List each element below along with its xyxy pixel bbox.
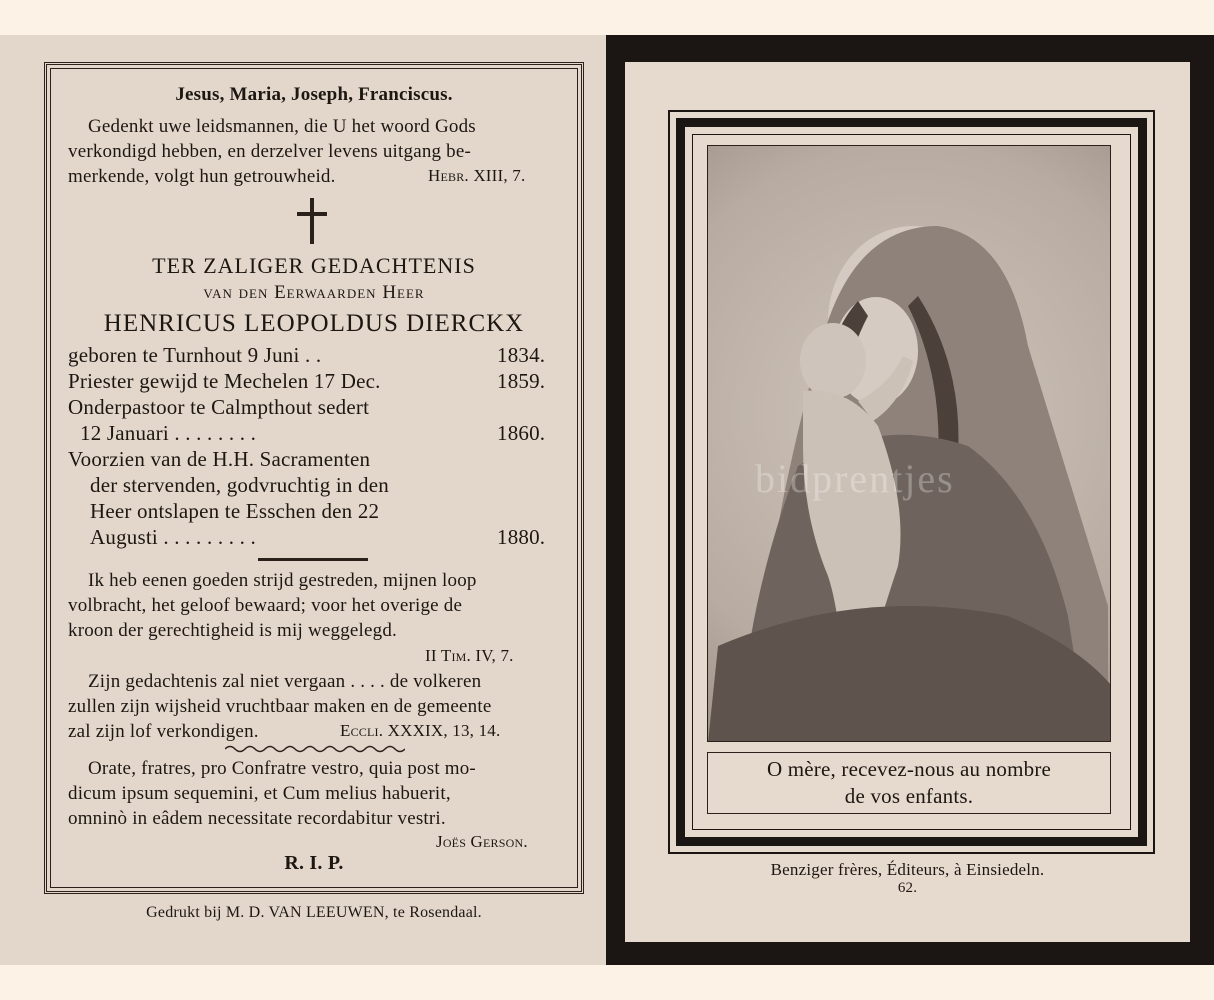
latin-line-1: Orate, fratres, pro Confratre vestro, quia post mo- <box>88 758 476 779</box>
memorial-subheading: van den Eerwaarden Heer <box>203 282 425 303</box>
madonna-and-child-engraving <box>707 145 1111 742</box>
verse1-reference: Hebr. XIII, 7. <box>428 166 526 185</box>
verse3-line-2: zullen zijn wijsheid vruchtbaar maken en de gemeente <box>68 696 492 717</box>
verse2-reference: II Tim. IV, 7. <box>425 646 514 665</box>
wavy-divider <box>225 744 405 754</box>
bio-line-2: Priester gewijd te Mechelen 17 Dec. <box>68 369 381 393</box>
verse1-line-3: merkende, volgt hun getrouwheid. <box>68 166 336 187</box>
printer-imprint: Gedrukt bij M. D. VAN LEEUWEN, te Rosendaal. <box>146 904 482 921</box>
plate-number: 62. <box>897 880 918 896</box>
caption-line-2: de vos enfants. <box>844 784 974 808</box>
bio-year-1: 1834. <box>497 343 546 367</box>
verse1-line-1: Gedenkt uwe leidsmannen, die U het woord Gods <box>88 116 476 137</box>
invocation: Jesus, Maria, Joseph, Franciscus. <box>175 84 453 105</box>
cross-icon-bar <box>297 212 327 216</box>
verse3-reference: Eccli. XXXIX, 13, 14. <box>340 721 501 740</box>
verse2-line-1: Ik heb eenen goeden strijd gestreden, mijnen loop <box>88 570 477 591</box>
memorial-heading: TER ZALIGER GEDACHTENIS <box>152 253 476 278</box>
bio-line-4: 12 Januari . . . . . . . . <box>80 421 257 445</box>
bio-line-3: Onderpastoor te Calmpthout sedert <box>68 395 370 419</box>
bio-line-7: Heer ontslapen te Esschen den 22 <box>90 499 380 523</box>
bio-year-8: 1880. <box>497 525 546 549</box>
latin-line-3: omninò in eâdem necessitate recordabitur vestri. <box>68 808 446 829</box>
bio-line-6: der stervenden, godvruchtig in den <box>90 473 389 497</box>
caption-line-1: O mère, recevez-nous au nombre <box>766 757 1052 781</box>
rip: R. I. P. <box>284 852 344 874</box>
latin-line-2: dicum ipsum sequemini, et Cum melius habuerit, <box>68 783 451 804</box>
divider-rule <box>258 558 368 561</box>
latin-reference: Joës Gerson. <box>436 832 528 851</box>
bio-line-1: geboren te Turnhout 9 Juni . . <box>68 343 322 367</box>
bio-line-5: Voorzien van de H.H. Sacramenten <box>68 447 371 471</box>
verse3-line-1: Zijn gedachtenis zal niet vergaan . . . . de volkeren <box>88 671 482 692</box>
verse3-line-3: zal zijn lof verkondigen. <box>68 721 259 742</box>
bio-line-8: Augusti . . . . . . . . . <box>90 525 257 549</box>
deceased-name: HENRICUS LEOPOLDUS DIERCKX <box>103 310 525 337</box>
publisher-imprint: Benziger frères, Éditeurs, à Einsiedeln. <box>770 860 1045 879</box>
bio-year-2: 1859. <box>497 369 546 393</box>
bio-year-4: 1860. <box>497 421 546 445</box>
verse1-line-2: verkondigd hebben, en derzelver levens uitgang be- <box>68 141 472 162</box>
cross-icon <box>310 198 314 244</box>
verse2-line-3: kroon der gerechtigheid is mij weggelegd. <box>68 620 397 641</box>
watermark: bidprentjes <box>755 456 955 501</box>
verse2-line-2: volbracht, het geloof bewaard; voor het overige de <box>68 595 463 616</box>
